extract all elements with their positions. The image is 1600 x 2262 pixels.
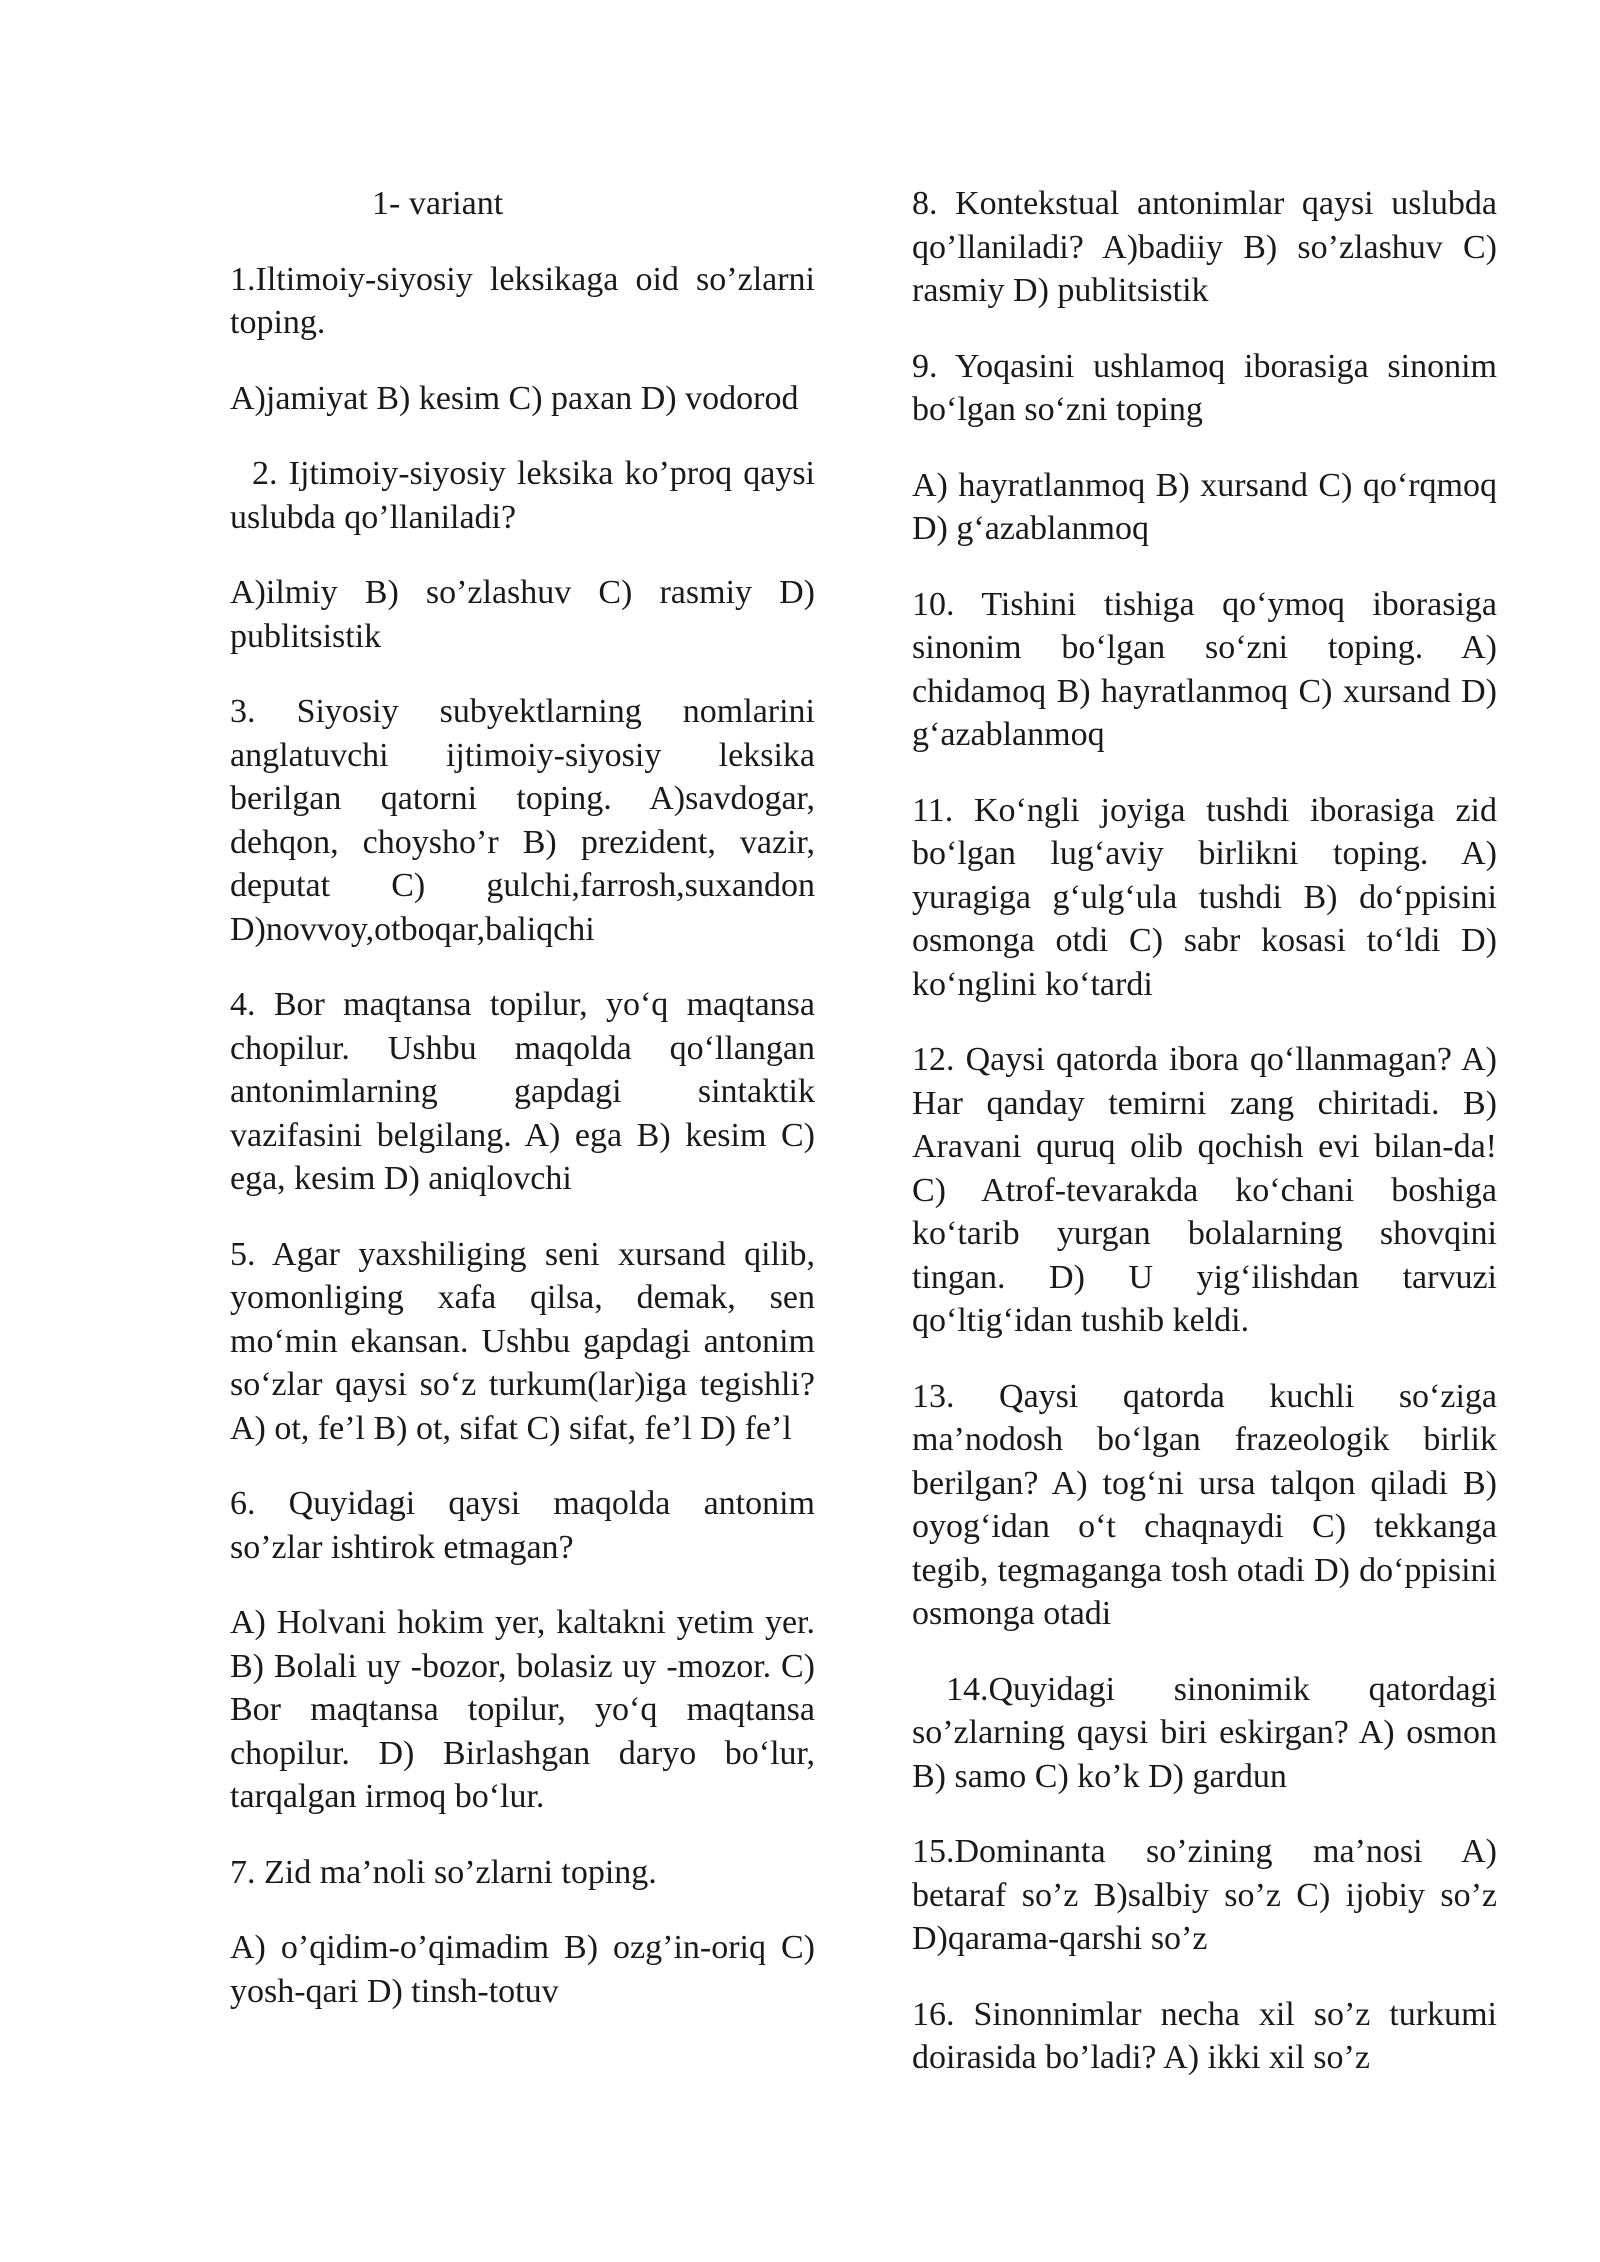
answers-6: A) Holvani hokim yer, kaltakni yetim yer. B) Bolali uy -bozor, bolasiz uy -mozor. C) Bor maqtansa topilur, yoʻq maqtansa chopilur. D) Birlashgan daryo boʻlur, tarqalgan irmoq boʻlur. [230, 1604, 815, 1815]
question-12: 12. Qaysi qatorda ibora qoʻllanmagan? A) Har qanday temirni zang chiritadi. B) Aravani quruq olib qochish evi bilan-da! C) Atrof-tevarakda koʻchani boshiga koʻtarib yurgan bolalarning shovqini tingan. D) U yigʻilishdan tarvuzi qoʻltigʻidan tushib keldi. [912, 1041, 1497, 1339]
right-column [912, 182, 1497, 2112]
variant-title: 1- variant [372, 185, 504, 222]
left-column [230, 182, 815, 2045]
answers-2: A)ilmiy B) so’zlashuv C) rasmiy D) publitsistik [230, 574, 815, 655]
question-11: 11. Koʻngli joyiga tushdi iborasiga zid boʻlgan lugʻaviy birlikni toping. A) yuragiga gʻulgʻula tushdi B) doʻppisini osmonga otdi C) sabr kosasi toʻldi D) koʻnglini koʻtardi [912, 791, 1497, 1003]
answers-9: A) hayratlanmoq B) xursand C) qoʻrqmoq D) gʻazablanmoq [912, 466, 1497, 547]
question-3: 3. Siyosiy subyektlarning nomlarini anglatuvchi ijtimoiy-siyosiy leksika berilgan qatorni toping. A)savdogar, dehqon, choysho’r B) prezident, vazir, deputat C) gulchi,farrosh,suxandon D)novvoy,otboqar,baliqchi [230, 693, 815, 948]
question-1: 1.Iltimoiy-siyosiy leksikaga oid so’zlarni toping. [230, 260, 815, 341]
question-9: 9. Yoqasini ushlamoq iborasiga sinonim boʻlgan soʻzni toping [912, 347, 1497, 428]
question-6: 6. Quyidagi qaysi maqolda antonim so’zlar ishtirok etmagan? [230, 1485, 815, 1566]
question-13: 13. Qaysi qatorda kuchli soʻziga ma’nodosh boʻlgan frazeologik birlik berilgan? A) togʻni ursa talqon qiladi B) oyogʻidan oʻt chaqnaydi C) tekkanga tegib, tegmaganga tosh otadi D) doʻppisini osmonga otadi [912, 1377, 1497, 1632]
question-16: 16. Sinonnimlar necha xil so’z turkumi doirasida bo’ladi? A) ikki xil so’z [912, 1995, 1497, 2076]
question-14: 14.Quyidagi sinonimik qatordagi so’zlarning qaysi biri eskirgan? A) osmon B) samo C) ko’k D) gardun [912, 1670, 1497, 1795]
question-10: 10. Tishini tishiga qoʻymoq iborasiga sinonim boʻlgan soʻzni toping. A) chidamoq B) hayratlanmoq C) xursand D) gʻazablanmoq [912, 585, 1497, 753]
question-8: 8. Kontekstual antonimlar qaysi uslubda qo’llaniladi? A)badiiy B) so’zlashuv C) rasmiy D) publitsistik [912, 185, 1497, 309]
answers-7: A) o’qidim-o’qimadim B) ozg’in-oriq C) yosh-qari D) tinsh-totuv [230, 1929, 815, 2010]
question-4: 4. Bor maqtansa topilur, yoʻq maqtansa chopilur. Ushbu maqolda qoʻllangan antonimlarning gapdagi sintaktik vazifasini belgilang. A) ega B) kesim C) ega, kesim D) aniqlovchi [230, 986, 815, 1197]
question-2: 2. Ijtimoiy-siyosiy leksika ko’proq qaysi uslubda qo’llaniladi? [230, 455, 815, 536]
question-7: 7. Zid ma’noli so’zlarni toping. [230, 1853, 657, 1891]
answers-1: A)jamiyat B) kesim C) paxan D) vodorod [230, 379, 799, 417]
question-5: 5. Agar yaxshiliging seni xursand qilib, yomonliging xafa qilsa, demak, sen moʻmin ekansan. Ushbu gapdagi antonim soʻzlar qaysi soʻz turkum(lar)iga tegishli? A) ot, fe’l B) ot, sifat C) sifat, fe’l D) fe’l [230, 1235, 815, 1447]
question-15: 15.Dominanta so’zining ma’nosi A) betaraf so’z B)salbiy so’z C) ijobiy so’z D)qarama-qarshi so’z [912, 1833, 1497, 1957]
